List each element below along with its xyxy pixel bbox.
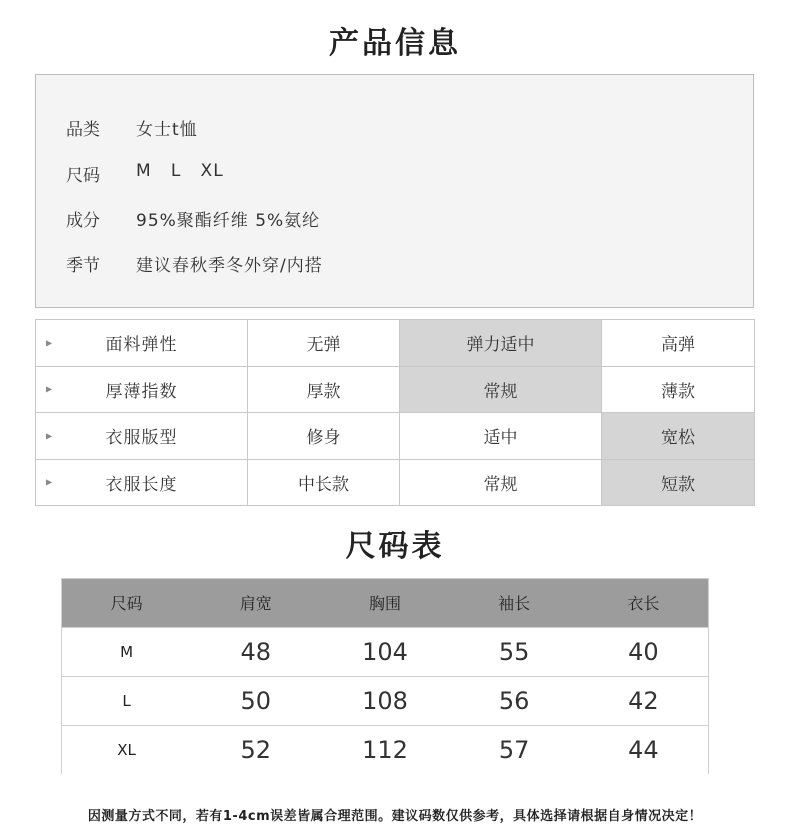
info-value: 建议春秋季冬外穿/内搭 <box>136 256 323 276</box>
info-key: 成分 <box>66 211 100 231</box>
column-header: 袖长 <box>450 579 579 627</box>
attr-option: 薄款 <box>602 366 755 413</box>
value-cell: 52 <box>191 725 320 774</box>
measurement-note: 因测量方式不同，若有1-4cm误差皆属合理范围。建议码数仅供参考，具体选择请根据自身情况决定！ <box>87 809 703 824</box>
info-row-season <box>66 251 323 276</box>
attr-row-length <box>36 459 755 506</box>
attr-option: 修身 <box>248 413 400 460</box>
info-row-material <box>66 206 320 231</box>
info-key: 季节 <box>66 256 100 276</box>
product-info-title: 产品信息 <box>329 26 461 61</box>
attr-option: 中长款 <box>248 459 400 506</box>
attribute-table <box>35 319 755 506</box>
info-key: 品类 <box>66 120 100 140</box>
size-table-header <box>62 579 708 627</box>
table-row <box>62 725 708 774</box>
value-cell: 108 <box>320 676 449 725</box>
attr-option: 常规 <box>400 459 602 506</box>
arrow-right-icon: ▶ <box>46 338 54 348</box>
attr-row-thickness <box>36 366 755 413</box>
attr-option: 适中 <box>400 413 602 460</box>
attr-label: ▶ 衣服版型 <box>36 413 248 460</box>
value-cell: 40 <box>579 627 708 676</box>
size-chart-title: 尺码表 <box>345 529 445 564</box>
arrow-right-icon: ▶ <box>46 384 54 394</box>
table-row <box>62 676 708 725</box>
column-header: 尺码 <box>62 579 191 627</box>
size-chart <box>61 578 709 774</box>
value-cell: 42 <box>579 676 708 725</box>
attr-option: 短款 <box>602 459 755 506</box>
info-value: 95%聚酯纤维 5%氨纶 <box>136 211 321 231</box>
value-cell: 48 <box>191 627 320 676</box>
info-row-size <box>66 161 224 186</box>
attr-option: 厚款 <box>248 366 400 413</box>
arrow-right-icon: ▶ <box>46 477 54 487</box>
value-cell: 112 <box>320 725 449 774</box>
size-cell: L <box>62 676 191 725</box>
value-cell: 56 <box>450 676 579 725</box>
product-info-box <box>35 74 754 308</box>
info-row-category <box>66 115 198 140</box>
size-cell: M <box>62 627 191 676</box>
attr-row-fit <box>36 413 755 460</box>
attr-label: ▶ 面料弹性 <box>36 320 248 367</box>
info-key: 尺码 <box>66 166 100 186</box>
column-header: 衣长 <box>579 579 708 627</box>
attr-label: ▶ 厚薄指数 <box>36 366 248 413</box>
info-value: 女士t恤 <box>136 120 198 140</box>
attr-option: 弹力适中 <box>400 320 602 367</box>
info-value: M L XL <box>136 161 224 181</box>
attr-row-elasticity <box>36 320 755 367</box>
value-cell: 44 <box>579 725 708 774</box>
value-cell: 57 <box>450 725 579 774</box>
column-header: 胸围 <box>320 579 449 627</box>
attr-label: ▶ 衣服长度 <box>36 459 248 506</box>
attr-option: 无弹 <box>248 320 400 367</box>
table-row <box>62 627 708 676</box>
attr-option: 宽松 <box>602 413 755 460</box>
value-cell: 55 <box>450 627 579 676</box>
value-cell: 104 <box>320 627 449 676</box>
value-cell: 50 <box>191 676 320 725</box>
size-cell: XL <box>62 725 191 774</box>
attr-option: 常规 <box>400 366 602 413</box>
size-table <box>62 579 708 774</box>
attr-option: 高弹 <box>602 320 755 367</box>
arrow-right-icon: ▶ <box>46 431 54 441</box>
column-header: 肩宽 <box>191 579 320 627</box>
